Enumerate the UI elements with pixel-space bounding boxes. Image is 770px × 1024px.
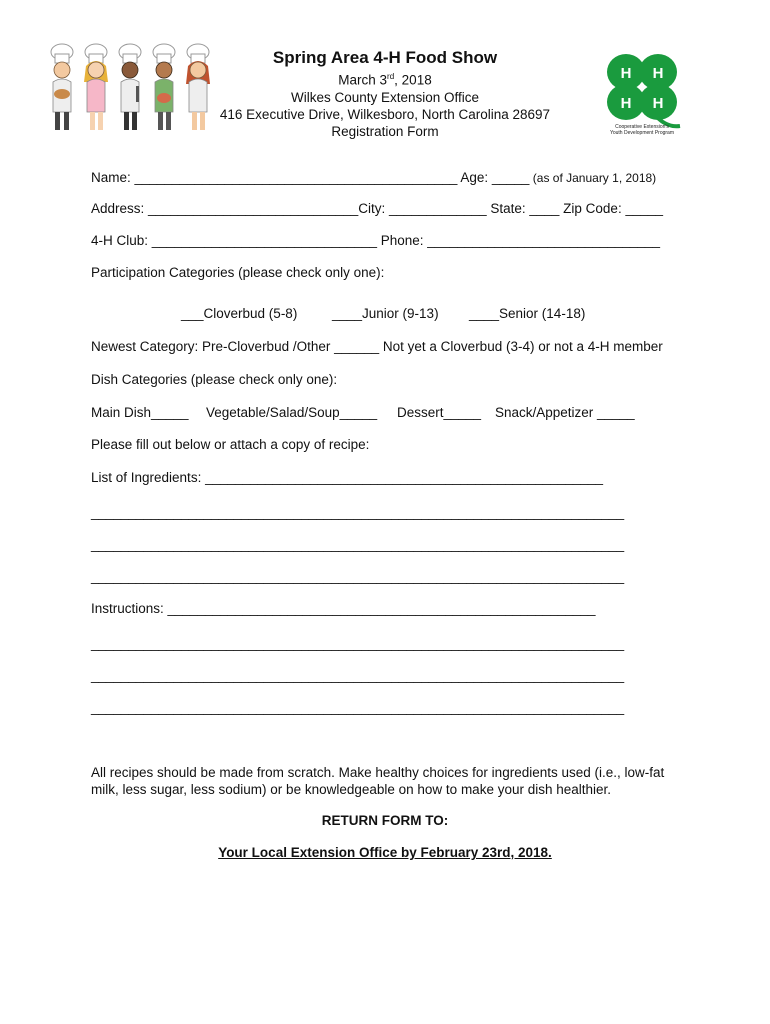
- form-subtitle: Registration Form: [331, 123, 439, 139]
- senior-option[interactable]: ____Senior (14-18): [469, 306, 586, 321]
- kids-chefs-illustration: [48, 42, 218, 138]
- name-age-field[interactable]: Name: ___________________________________________ Age: _____ (as of January 1, 2018): [91, 170, 657, 185]
- event-date: March 3rd, 2018: [338, 72, 432, 88]
- recipe-guidelines: All recipes should be made from scratch. Make healthy choices for ingredients used (i.e., low-fat milk, less sugar, less sodium) or be knowledgeable on how to make your dish healthier.: [91, 765, 665, 797]
- instructions-line-3[interactable]: _______________________________________________________________________: [91, 668, 625, 683]
- chef-1: [51, 44, 73, 130]
- participation-heading: Participation Categories (please check only one):: [91, 265, 385, 280]
- recipe-note: Please fill out below or attach a copy of recipe:: [91, 437, 370, 452]
- ingredients-line-4[interactable]: _______________________________________________________________________: [91, 569, 625, 584]
- snack-option[interactable]: Snack/Appetizer _____: [495, 405, 635, 420]
- address-field[interactable]: Address: ____________________________City: _____________ State: ____ Zip Code: _____: [91, 201, 663, 216]
- instructions-line-4[interactable]: _______________________________________________________________________: [91, 700, 625, 715]
- logo-h-2: H: [652, 65, 664, 82]
- logo-h-1: H: [620, 65, 632, 82]
- logo-h-3: H: [620, 95, 632, 112]
- return-deadline: Your Local Extension Office by February 23rd, 2018.: [218, 845, 552, 860]
- chef-4: [153, 44, 175, 130]
- dessert-option[interactable]: Dessert_____: [397, 405, 482, 420]
- logo-h-4: H: [652, 95, 664, 112]
- vegetable-option[interactable]: Vegetable/Salad/Soup_____: [206, 405, 378, 420]
- ingredients-line-3[interactable]: _______________________________________________________________________: [91, 537, 625, 552]
- instructions-line-2[interactable]: _______________________________________________________________________: [91, 636, 625, 651]
- ingredients-field[interactable]: List of Ingredients: _____________________________________________________: [91, 470, 603, 485]
- logo-caption: Cooperative Extension's Youth Development Program: [609, 124, 675, 136]
- dish-heading: Dish Categories (please check only one):: [91, 372, 338, 387]
- form-title: Spring Area 4-H Food Show: [272, 48, 498, 67]
- office-name: Wilkes County Extension Office: [290, 89, 480, 105]
- club-phone-field[interactable]: 4-H Club: ______________________________ Phone: _______________________________: [91, 233, 661, 248]
- office-address: 416 Executive Drive, Wilkesboro, North Carolina 28697: [219, 106, 551, 122]
- age-note: (as of January 1, 2018): [529, 171, 657, 185]
- return-form-label: RETURN FORM TO:: [321, 813, 449, 828]
- ingredients-line-2[interactable]: _______________________________________________________________________: [91, 505, 625, 520]
- chef-3: [119, 44, 141, 130]
- newest-category-field[interactable]: Newest Category: Pre-Cloverbud /Other ______ Not yet a Cloverbud (3-4) or not a 4-H member: [91, 339, 663, 354]
- instructions-field[interactable]: Instructions: _________________________________________________________: [91, 601, 596, 616]
- cloverbud-option[interactable]: ___Cloverbud (5-8): [181, 306, 298, 321]
- main-dish-option[interactable]: Main Dish_____: [91, 405, 189, 420]
- junior-option[interactable]: ____Junior (9-13): [332, 306, 439, 321]
- form-header: [200, 47, 570, 140]
- four-h-clover-logo: [596, 44, 688, 136]
- chef-2: [84, 44, 108, 130]
